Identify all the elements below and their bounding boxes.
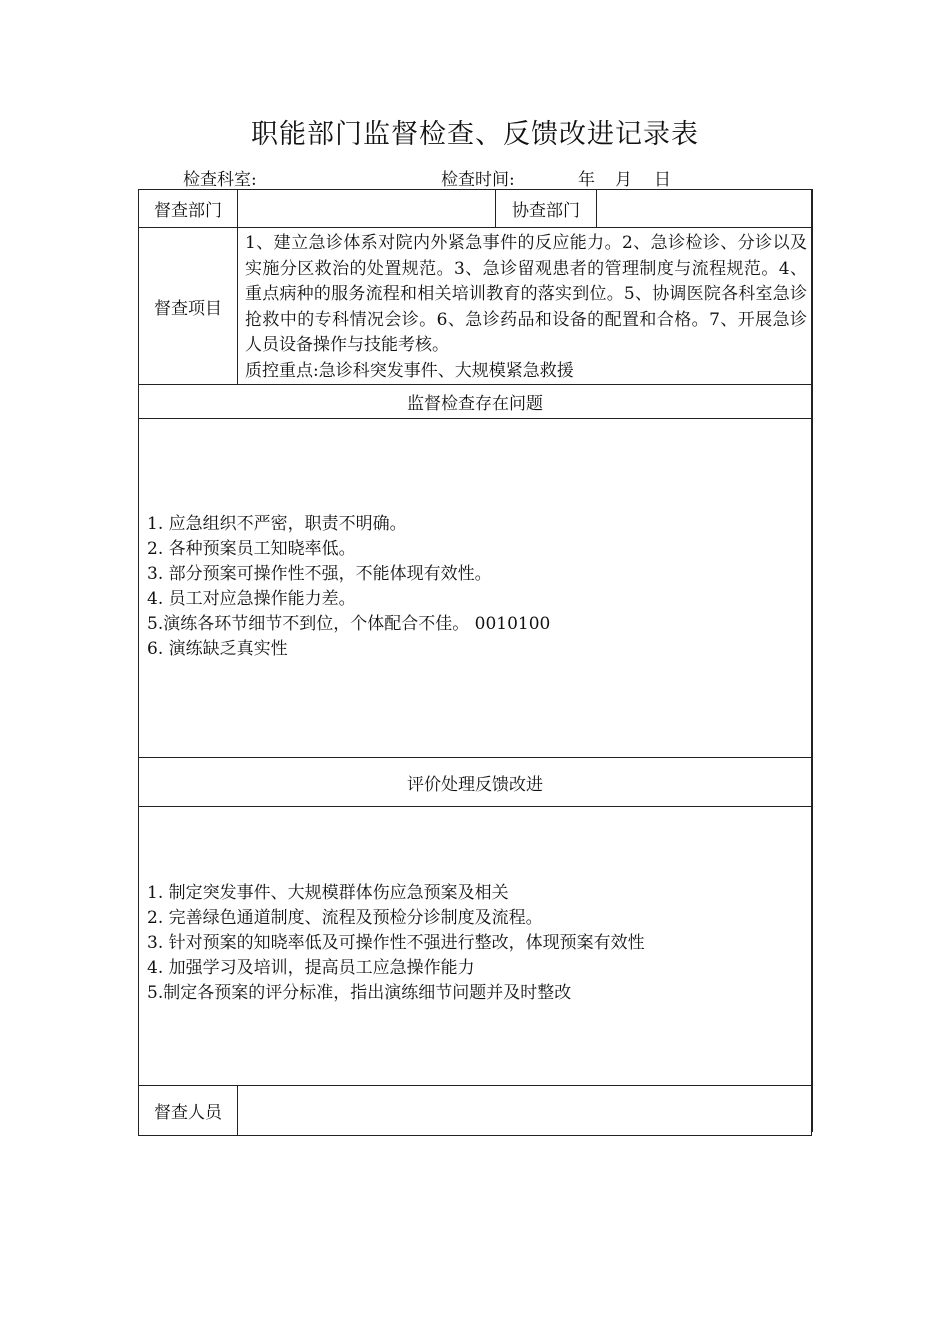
problems-heading: 监督检查存在问题 [139, 385, 812, 419]
inspector-field[interactable] [238, 1086, 812, 1136]
inspection-time-label: 检查时间: [441, 170, 515, 190]
problem-item: 4. 员工对应急操作能力差。 [147, 589, 356, 609]
quality-focus-text: 质控重点:急诊科突发事件、大规模紧急救援 [245, 360, 574, 381]
assisting-dept-label: 协查部门 [496, 190, 597, 228]
problem-item: 1. 应急组织不严密，职责不明确。 [147, 514, 407, 534]
supervision-items-label: 督查项目 [139, 228, 238, 385]
assisting-dept-field[interactable] [597, 190, 812, 228]
feedback-row [139, 807, 812, 1086]
problems-heading-row [139, 385, 812, 419]
inspected-room-label: 检查科室: [183, 170, 257, 190]
dept-row [139, 190, 812, 228]
problem-item: 5.演练各环节细节不到位，个体配合不佳。 0010100 [147, 614, 551, 634]
form-title: 职能部门监督检查、反馈改进记录表 [251, 119, 699, 150]
problem-item: 2. 各种预案员工知晓率低。 [147, 539, 356, 559]
feedback-item: 5.制定各预案的评分标准，指出演练细节问题并及时整改 [147, 983, 572, 1003]
problems-cell [139, 419, 812, 758]
inspector-label: 督查人员 [139, 1086, 238, 1136]
table-right-border [812, 189, 813, 1132]
inspector-row [139, 1086, 812, 1136]
feedback-item: 1. 制定突发事件、大规模群体伤应急预案及相关 [147, 883, 509, 903]
year-label: 年 [578, 170, 595, 190]
feedback-heading-row [139, 758, 812, 807]
feedback-item: 2. 完善绿色通道制度、流程及预检分诊制度及流程。 [147, 908, 543, 928]
problem-item: 6. 演练缺乏真实性 [147, 639, 288, 659]
supervision-items-text: 1、建立急诊体系对院内外紧急事件的反应能力。2、急诊检诊、分诊以及实施分区救治的处置规范。3、急诊留观患者的管理制度与流程规范。4、重点病种的服务流程和相关培训教育的落实到位。5、协调医院各科室急诊抢救中的专科情况会诊。6、急诊药品和设备的配置和合格。7、开展急诊人员设备操作与技能考核。 [245, 233, 807, 355]
feedback-item: 4. 加强学习及培训，提高员工应急操作能力 [147, 958, 475, 978]
items-row [139, 228, 812, 385]
feedback-heading: 评价处理反馈改进 [139, 758, 812, 807]
day-label: 日 [654, 170, 671, 190]
feedback-cell [139, 807, 812, 1086]
supervising-dept-label: 督查部门 [139, 190, 238, 228]
problem-item: 3. 部分预案可操作性不强，不能体现有效性。 [147, 564, 492, 584]
supervision-items-cell [238, 228, 812, 385]
feedback-item: 3. 针对预案的知晓率低及可操作性不强进行整改，体现预案有效性 [147, 933, 645, 953]
supervising-dept-field[interactable] [238, 190, 496, 228]
problems-row [139, 419, 812, 758]
month-label: 月 [615, 170, 632, 190]
record-table [138, 189, 812, 1136]
